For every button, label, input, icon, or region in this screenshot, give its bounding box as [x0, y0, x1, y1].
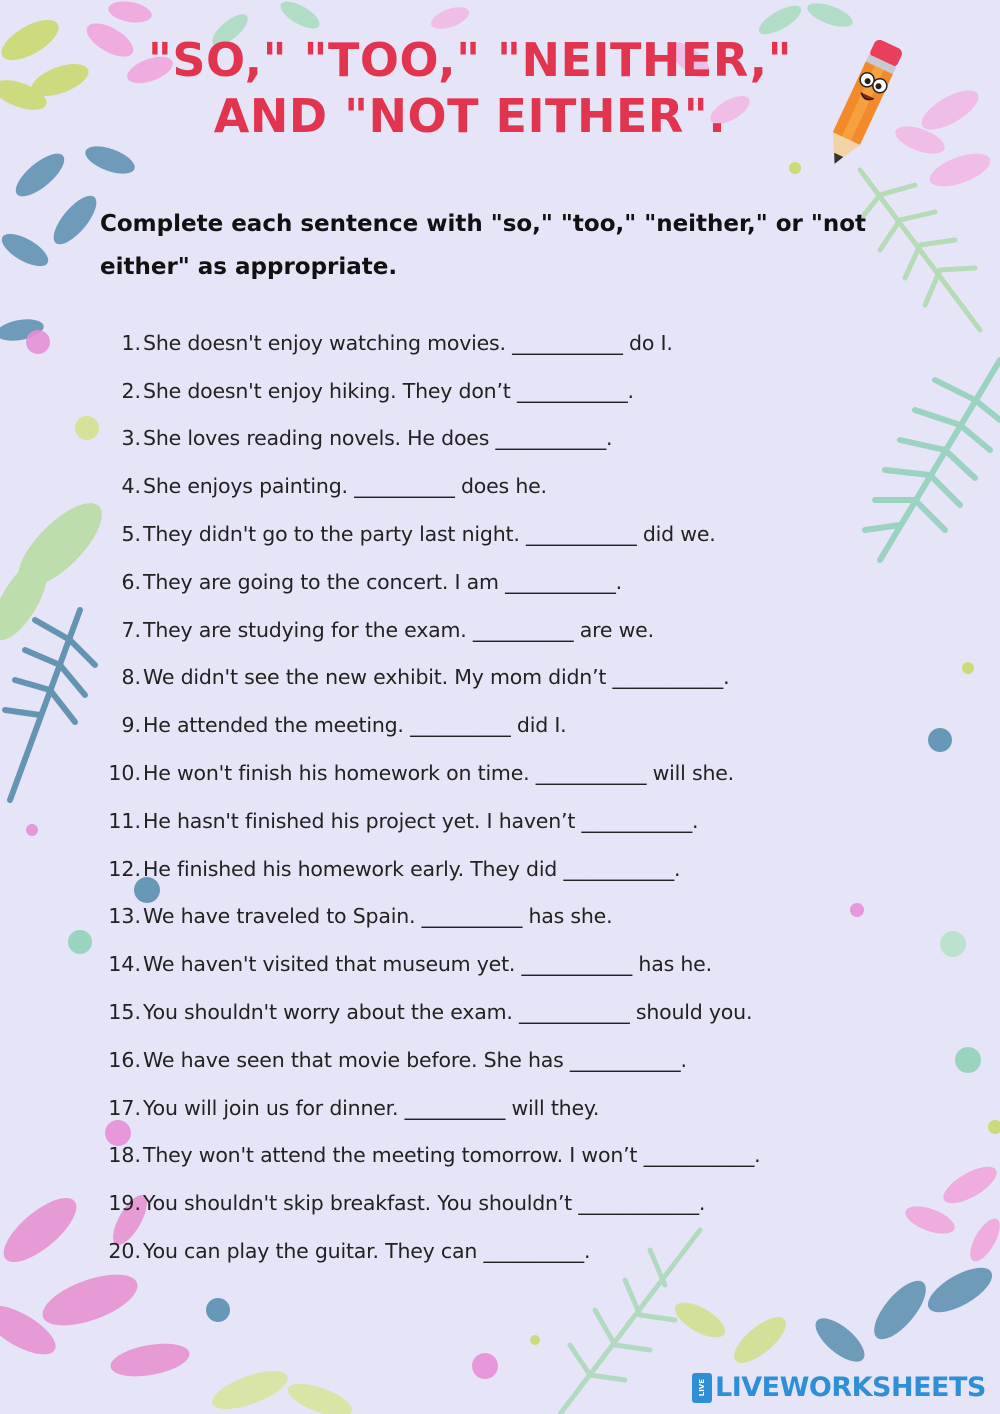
question-text: We haven't visited that museum yet. ___________ has he. [143, 952, 712, 977]
question-number: 10. [108, 761, 141, 786]
question-text: She doesn't enjoy watching movies. ___________ do I. [143, 330, 673, 355]
title-line-2: AND "NOT EITHER". [213, 89, 727, 143]
question-number: 17. [108, 1095, 141, 1120]
question-text: They are studying for the exam. __________ are we. [143, 617, 654, 642]
question-text: You shouldn't worry about the exam. ___________ should you. [143, 1000, 753, 1025]
question-text: She enjoys painting. __________ does he. [143, 474, 547, 499]
question-item [95, 988, 895, 1036]
liveworksheets-mark-icon: LIVE [692, 1373, 712, 1403]
question-number: 14. [108, 952, 141, 977]
question-number: 13. [108, 904, 141, 929]
question-number: 1. [121, 330, 141, 355]
question-text: He finished his homework early. They did ___________. [143, 856, 681, 881]
instructions-text: Complete each sentence with "so," "too," "neither," or "not either" as appropriate. [100, 211, 867, 280]
question-number: 5. [121, 522, 141, 547]
question-text: She loves reading novels. He does ___________. [143, 426, 613, 451]
question-number: 4. [121, 474, 141, 499]
question-text: They are going to the concert. I am ___________. [143, 569, 622, 594]
question-text: You will join us for dinner. __________ will they. [143, 1095, 600, 1120]
question-item [95, 1132, 895, 1180]
question-text: We have traveled to Spain. __________ has she. [143, 904, 613, 929]
question-number: 6. [121, 569, 141, 594]
worksheet-title [140, 32, 800, 144]
question-number: 2. [121, 378, 141, 403]
question-item [95, 415, 895, 463]
question-number: 19. [108, 1191, 141, 1216]
question-text: She doesn't enjoy hiking. They don’t ___________. [143, 378, 634, 403]
question-item [95, 1036, 895, 1084]
question-number: 18. [108, 1143, 141, 1168]
question-item [95, 367, 895, 415]
question-number: 11. [108, 808, 141, 833]
question-item [95, 893, 895, 941]
question-item [95, 1179, 895, 1227]
liveworksheets-brand-text: LIVEWORKSHEETS [715, 1372, 986, 1403]
question-item [95, 510, 895, 558]
question-text: We didn't see the new exhibit. My mom didn’t ___________. [143, 665, 730, 690]
question-number: 12. [108, 856, 141, 881]
question-item [95, 558, 895, 606]
question-item [95, 319, 895, 367]
question-item [95, 606, 895, 654]
question-number: 15. [108, 1000, 141, 1025]
question-item [95, 462, 895, 510]
question-item [95, 845, 895, 893]
question-item [95, 1227, 895, 1275]
question-text: We have seen that movie before. She has ___________. [143, 1047, 687, 1072]
question-item [95, 1084, 895, 1132]
pencil-mascot-icon [812, 30, 912, 180]
question-number: 3. [121, 426, 141, 451]
question-number: 20. [108, 1239, 141, 1264]
question-text: You can play the guitar. They can __________. [143, 1239, 591, 1264]
question-text: They didn't go to the party last night. ___________ did we. [143, 522, 716, 547]
question-item [95, 749, 895, 797]
question-number: 9. [121, 713, 141, 738]
question-list [95, 319, 895, 1275]
question-number: 7. [121, 617, 141, 642]
question-item [95, 797, 895, 845]
question-text: You shouldn't skip breakfast. You shouldn’t ____________. [143, 1191, 706, 1216]
question-item [95, 940, 895, 988]
title-line-1: "SO," "TOO," "NEITHER," [147, 33, 793, 87]
question-number: 16. [108, 1047, 141, 1072]
question-item [95, 701, 895, 749]
question-text: He attended the meeting. __________ did I. [143, 713, 567, 738]
question-text: He won't finish his homework on time. ___________ will she. [143, 761, 734, 786]
question-number: 8. [121, 665, 141, 690]
question-text: He hasn't finished his project yet. I haven’t ___________. [143, 808, 699, 833]
liveworksheets-logo [692, 1372, 986, 1403]
question-item [95, 654, 895, 702]
question-text: They won't attend the meeting tomorrow. I won’t ___________. [143, 1143, 761, 1168]
